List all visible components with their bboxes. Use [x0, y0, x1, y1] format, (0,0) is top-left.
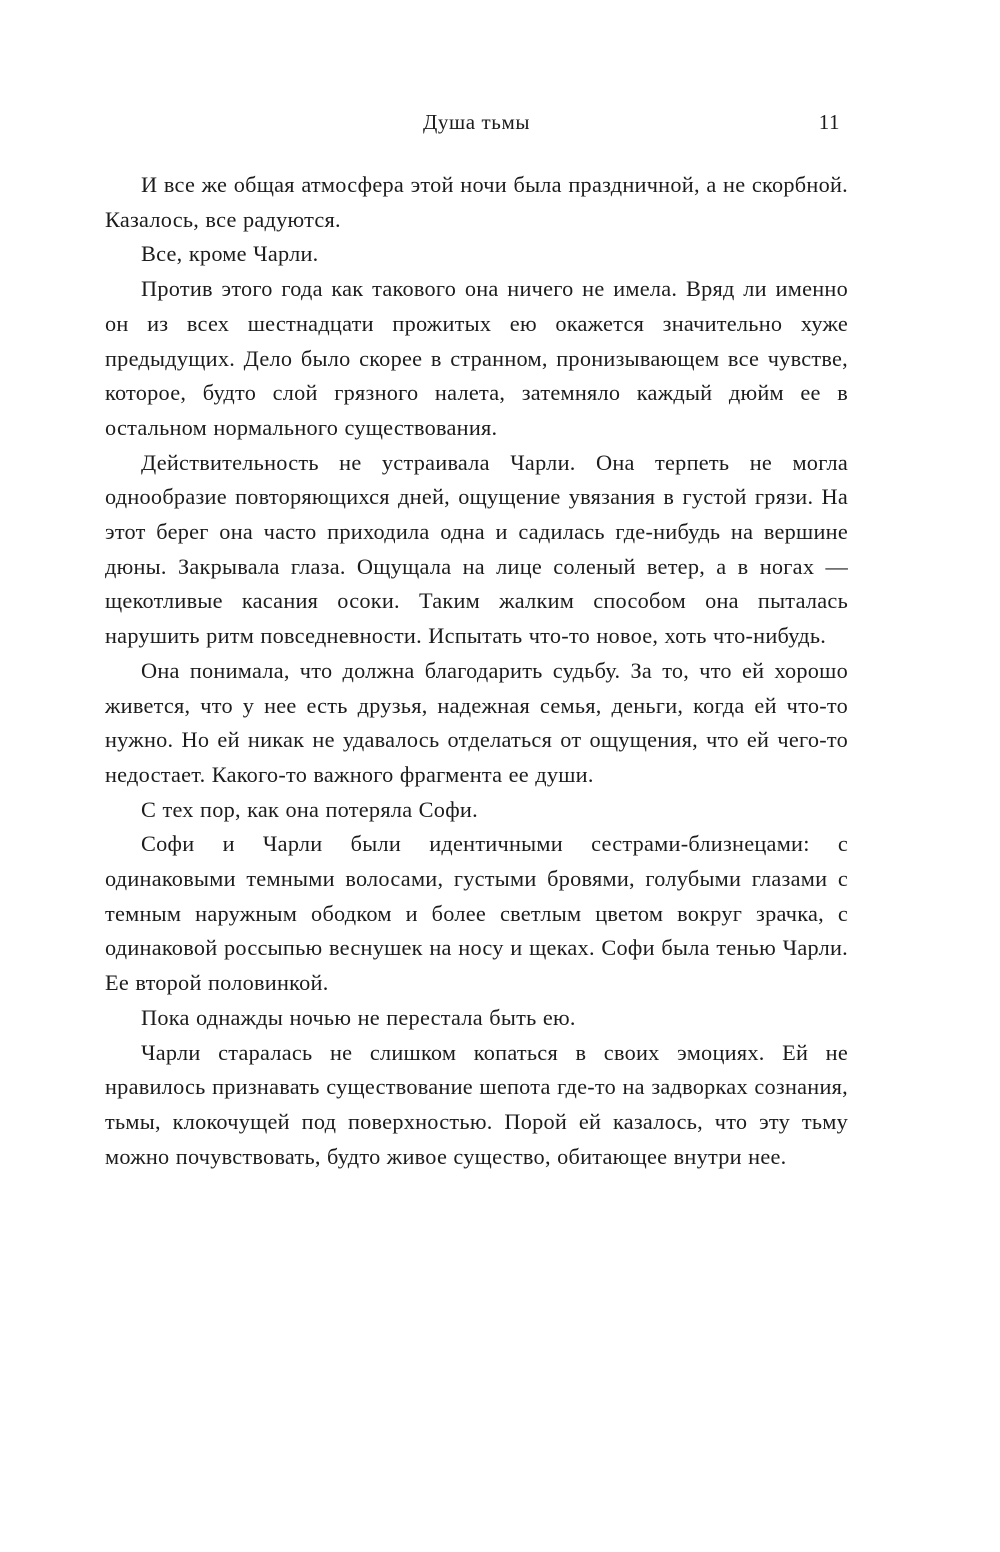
- page-header: [105, 110, 848, 142]
- text-block: [105, 168, 848, 1174]
- paragraph: Софи и Чарли были идентичными сестрами-близнецами: с одинаковыми темными волосами, густыми бровями, голубыми глазами с темным наружным ободком и более светлым цветом вокруг зрачка, с одинаковой россыпью веснушек на носу и щеках. Софи была тенью Чарли. Ее второй половинкой.: [105, 831, 848, 996]
- page-number: 11: [818, 110, 840, 134]
- paragraph: И все же общая атмосфера этой ночи была праздничной, а не скорбной. Казалось, все радуются.: [105, 172, 848, 232]
- paragraph: Все, кроме Чарли.: [141, 241, 319, 267]
- paragraph: Действительность не устраивала Чарли. Она терпеть не могла однообразие повторяющихся дней, ощущение увязания в густой грязи. На этот берег она часто приходила одна и садилась где-нибудь на вершине дюны. Закрывала глаза. Ощущала на лице соленый ветер, а в ногах — щекотливые касания осоки. Таким жалким способом она пыталась нарушить ритм повседневности. Испытать что-то новое, хоть что-нибудь.: [105, 449, 848, 649]
- paragraph: Чарли старалась не слишком копаться в своих эмоциях. Ей не нравилось признавать существование шепота где-то на задворках сознания, тьмы, клокочущей под поверхностью. Порой ей казалось, что эту тьму можно почувствовать, будто живое существо, обитающее внутри нее.: [105, 1039, 848, 1169]
- running-title: Душа тьмы: [422, 110, 531, 134]
- paragraph: Пока однажды ночью не перестала быть ею.: [141, 1004, 576, 1030]
- paragraph: С тех пор, как она потеряла Софи.: [141, 796, 478, 822]
- paragraph: Она понимала, что должна благодарить судьбу. За то, что ей хорошо живется, что у нее есть друзья, надежная семья, деньги, когда ей что-то нужно. Но ей никак не удавалось отделаться от ощущения, что ей чего-то недостает. Какого-то важного фрагмента ее души.: [105, 657, 848, 787]
- paragraph: Против этого года как такового она ничего не имела. Вряд ли именно он из всех шестнадцати прожитых ею окажется значительно хуже предыдущих. Дело было скорее в странном, пронизывающем все чувстве, которое, будто слой грязного налета, затемняло каждый дюйм ее в остальном нормального существования.: [105, 276, 848, 440]
